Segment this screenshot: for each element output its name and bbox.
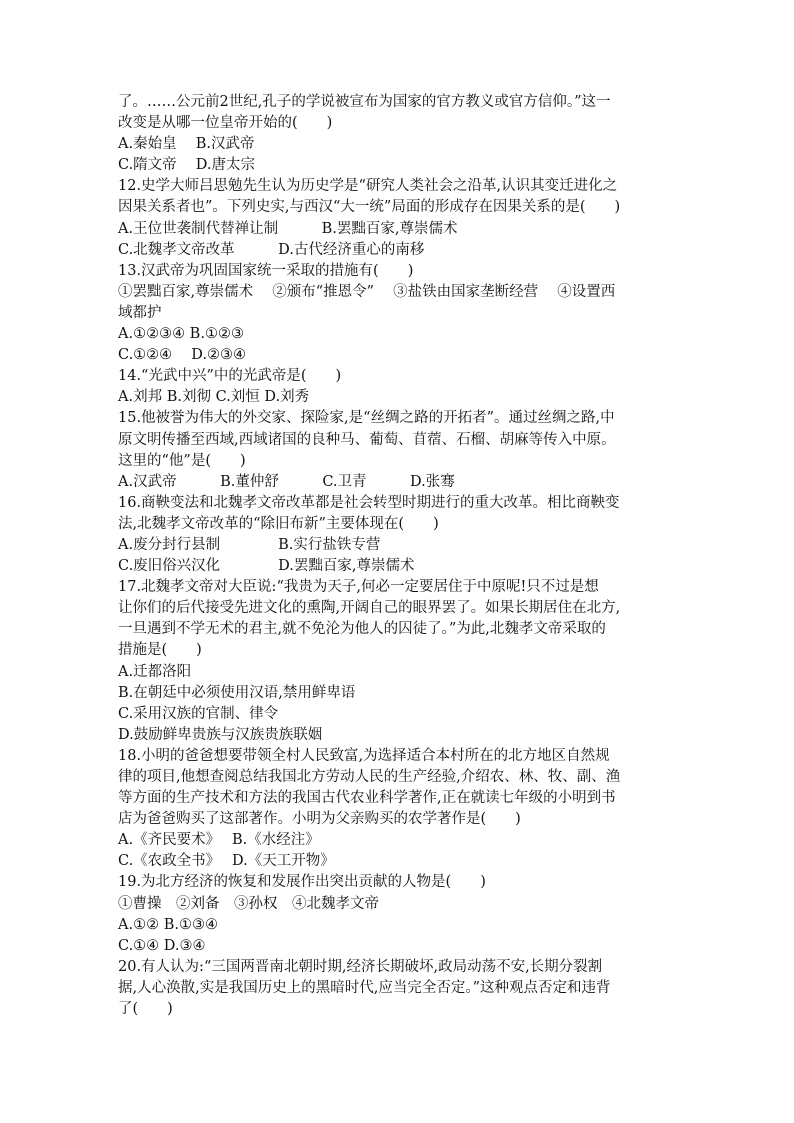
text-line: 等方面的生产技术和方法的我国古代农业科学著作,正在就读七年级的小明到书 — [118, 790, 616, 807]
text-line: ①曹操 ②刘备 ③孙权 ④北魏孝文帝 — [118, 895, 379, 912]
answer-option: C.①④ D.③④ — [118, 937, 206, 954]
text-line: 这里的“他”是( ) — [118, 452, 246, 469]
text-line: 原文明传播至西域,西域诸国的良种马、葡萄、苜蓿、石榴、胡麻等传入中原。 — [118, 431, 616, 448]
answer-option: A.《齐民要术》 B.《水经注》 — [118, 832, 320, 849]
answer-option: C.《农政全书》 D.《天工开物》 — [118, 853, 335, 870]
answer-option: C.废旧俗兴汉化 D.罢黜百家,尊崇儒术 — [118, 558, 415, 575]
text-line: 了。……公元前2世纪,孔子的学说被宣布为国家的官方教义或官方信仰。”这一 — [118, 94, 611, 110]
answer-option: D.鼓励鲜卑贵族与汉族贵族联姻 — [118, 726, 323, 743]
question-13: 13.汉武帝为巩固国家统一采取的措施有( ) — [118, 262, 414, 279]
answer-option: C.北魏孝文帝改革 D.古代经济重心的南移 — [118, 241, 425, 258]
answer-option: B.在朝廷中必须使用汉语,禁用鲜卑语 — [118, 684, 356, 701]
answer-option: A.王位世袭制代替禅让制 B.罢黜百家,尊崇儒术 — [118, 220, 458, 237]
text-line: 改变是从哪一位皇帝开始的( ) — [118, 115, 333, 132]
text-line: 让你们的后代接受先进文化的熏陶,开阔自己的眼界罢了。如果长期居住在北方, — [118, 600, 621, 617]
answer-option: A.①②③④ B.①②③ — [118, 326, 244, 343]
text-line: 店为爸爸购买了这部著作。小明为父亲购买的农学著作是( ) — [118, 811, 521, 828]
answer-option: A.废分封行县制 B.实行盐铁专营 — [118, 536, 381, 553]
text-line: ①罢黜百家,尊崇儒术 ②颁布“推恩令” ③盐铁由国家垄断经营 ④设置西 — [118, 283, 616, 300]
answer-option: A.迁都洛阳 — [118, 663, 192, 680]
question-12: 12.史学大师吕思勉先生认为历史学是“研究人类社会之沿革,认识其变迁进化之 — [118, 178, 618, 195]
answer-option: A.汉武帝 B.董仲舒 C.卫青 D.张骞 — [118, 473, 455, 490]
answer-option: C.采用汉族的官制、律令 — [118, 705, 279, 722]
text-line: 据,人心涣散,实是我国历史上的黑暗时代,应当完全否定。”这种观点否定和违背 — [118, 979, 611, 996]
question-19: 19.为北方经济的恢复和发展作出突出贡献的人物是( ) — [118, 874, 486, 891]
text-line: 域都护 — [118, 304, 162, 321]
exam-page — [118, 92, 678, 1020]
answer-option: A.秦始皇 B.汉武帝 — [118, 136, 255, 153]
text-line: 律的项目,他想查阅总结我国北方劳动人民的生产经验,介绍农、林、牧、副、渔 — [118, 769, 621, 785]
text-line: 一旦遇到不学无术的君主,就不免沦为他人的囚徒了。”为此,北魏孝文帝采取的 — [118, 621, 606, 638]
text-line: 措施是( ) — [118, 642, 202, 659]
text-line: 因果关系者也”。下列史实,与西汉“大一统”局面的形成存在因果关系的是( ) — [118, 199, 621, 216]
question-17: 17.北魏孝文帝对大臣说:“我贵为天子,何必一定要居住于中原呢!只不过是想 — [118, 579, 599, 596]
text-line: 了( ) — [118, 1001, 173, 1018]
answer-option: A.①② B.①③④ — [118, 916, 218, 933]
question-20: 20.有人认为:“三国两晋南北朝时期,经济长期破坏,政局动荡不安,长期分裂割 — [118, 958, 603, 975]
question-15: 15.他被誉为伟大的外交家、探险家,是“丝绸之路的开拓者”。通过丝绸之路,中 — [118, 410, 615, 427]
answer-option: A.刘邦 B.刘彻 C.刘恒 D.刘秀 — [118, 389, 310, 406]
question-14: 14.“光武中兴”中的光武帝是( ) — [118, 368, 342, 385]
answer-option: C.隋文帝 D.唐太宗 — [118, 157, 256, 174]
text-line: 法,北魏孝文帝改革的“除旧布新”主要体现在( ) — [118, 515, 439, 532]
question-16: 16.商鞅变法和北魏孝文帝改革都是社会转型时期进行的重大改革。相比商鞅变 — [118, 494, 620, 511]
answer-option: C.①②④ D.②③④ — [118, 347, 247, 364]
question-18: 18.小明的爸爸想要带领全村人民致富,为选择适合本村所在的北方地区自然规 — [118, 747, 610, 764]
